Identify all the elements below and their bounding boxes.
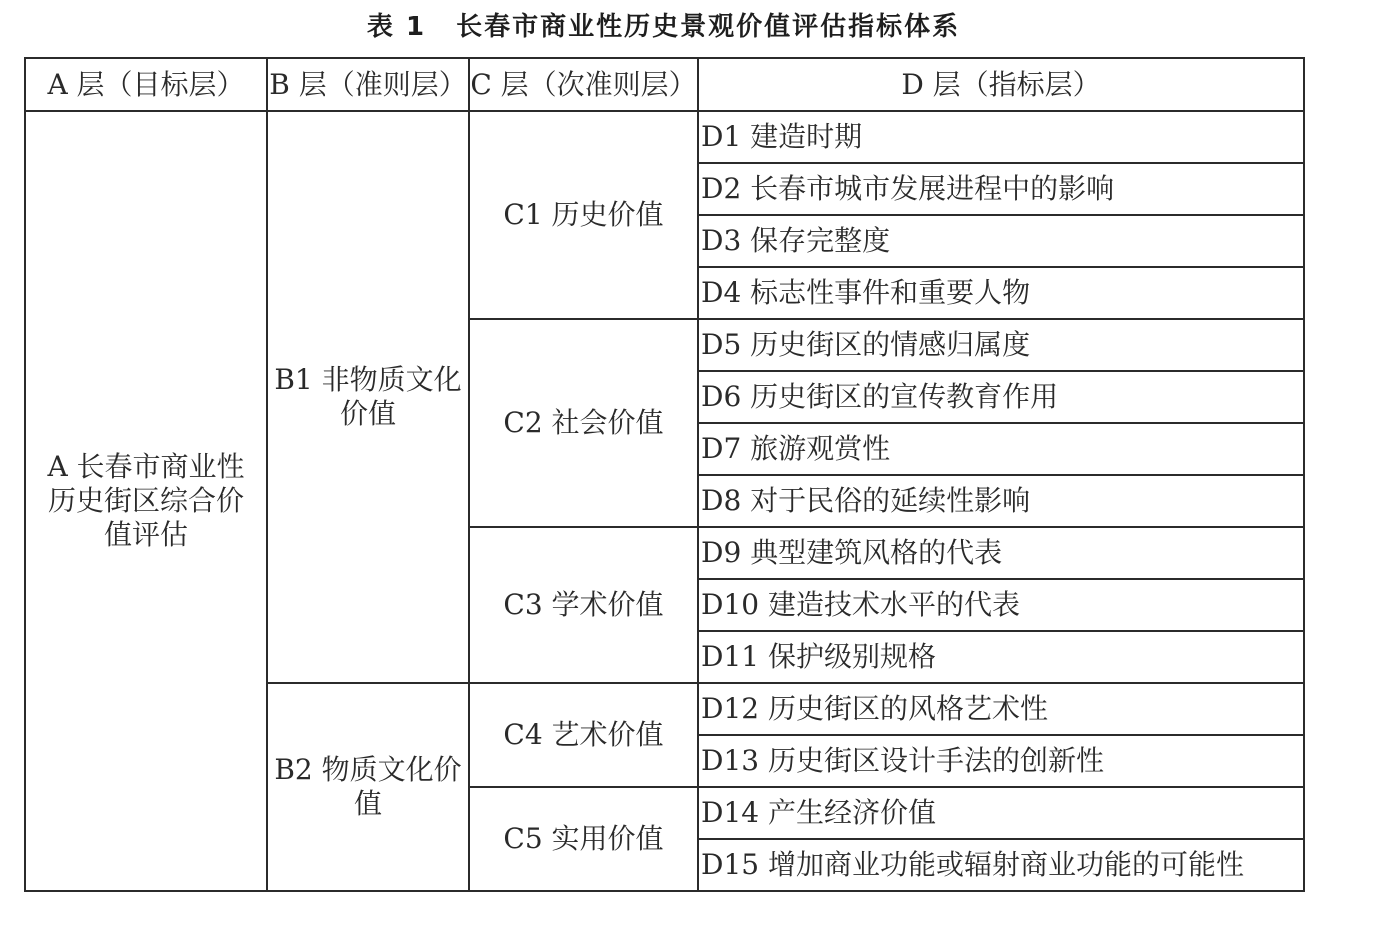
header-row [25,58,1304,111]
d6-indicator: D6 历史街区的宣传教育作用 [698,371,1304,423]
evaluation-index-table [24,57,1305,892]
table-number: 表 1 [366,12,427,42]
table-title: 长春市商业性历史景观价值评估指标体系 [456,12,961,42]
c3-subcriterion [469,527,698,683]
a-layer-goal [25,111,267,891]
b1-criterion [267,111,469,683]
c5-subcriterion [469,787,698,891]
header-d-layer: D 层（指标层） [698,58,1304,111]
header-c-layer: C 层（次准则层） [469,58,698,111]
d2-indicator: D2 长春市城市发展进程中的影响 [698,163,1304,215]
d4-indicator: D4 标志性事件和重要人物 [698,267,1304,319]
c4-text: C4 艺术价值 [503,718,664,751]
d13-indicator: D13 历史街区设计手法的创新性 [698,735,1304,787]
c1-text: C1 历史价值 [503,198,664,231]
d11-indicator: D11 保护级别规格 [698,631,1304,683]
c2-subcriterion [469,319,698,527]
a-layer-text: A 长春市商业性历史街区综合价值评估 [47,450,245,551]
c3-text: C3 学术价值 [503,588,664,621]
d10-indicator: D10 建造技术水平的代表 [698,579,1304,631]
d8-indicator: D8 对于民俗的延续性影响 [698,475,1304,527]
b2-criterion [267,683,469,891]
header-b-layer: B 层（准则层） [267,58,469,111]
d5-indicator: D5 历史街区的情感归属度 [698,319,1304,371]
c4-subcriterion [469,683,698,787]
c2-text: C2 社会价值 [503,406,664,439]
d7-indicator: D7 旅游观赏性 [698,423,1304,475]
d3-indicator: D3 保存完整度 [698,215,1304,267]
d14-indicator: D14 产生经济价值 [698,787,1304,839]
c5-text: C5 实用价值 [503,822,664,855]
d1-indicator: D1 建造时期 [698,111,1304,163]
d12-indicator: D12 历史街区的风格艺术性 [698,683,1304,735]
d15-indicator: D15 增加商业功能或辐射商业功能的可能性 [698,839,1304,891]
header-a-layer: A 层（目标层） [25,58,267,111]
b2-text: B2 物质文化价值 [274,753,462,820]
c1-subcriterion [469,111,698,319]
table-row [25,111,1304,163]
d9-indicator: D9 典型建筑风格的代表 [698,527,1304,579]
table-caption [0,6,1327,43]
b1-text: B1 非物质文化价值 [274,363,462,430]
